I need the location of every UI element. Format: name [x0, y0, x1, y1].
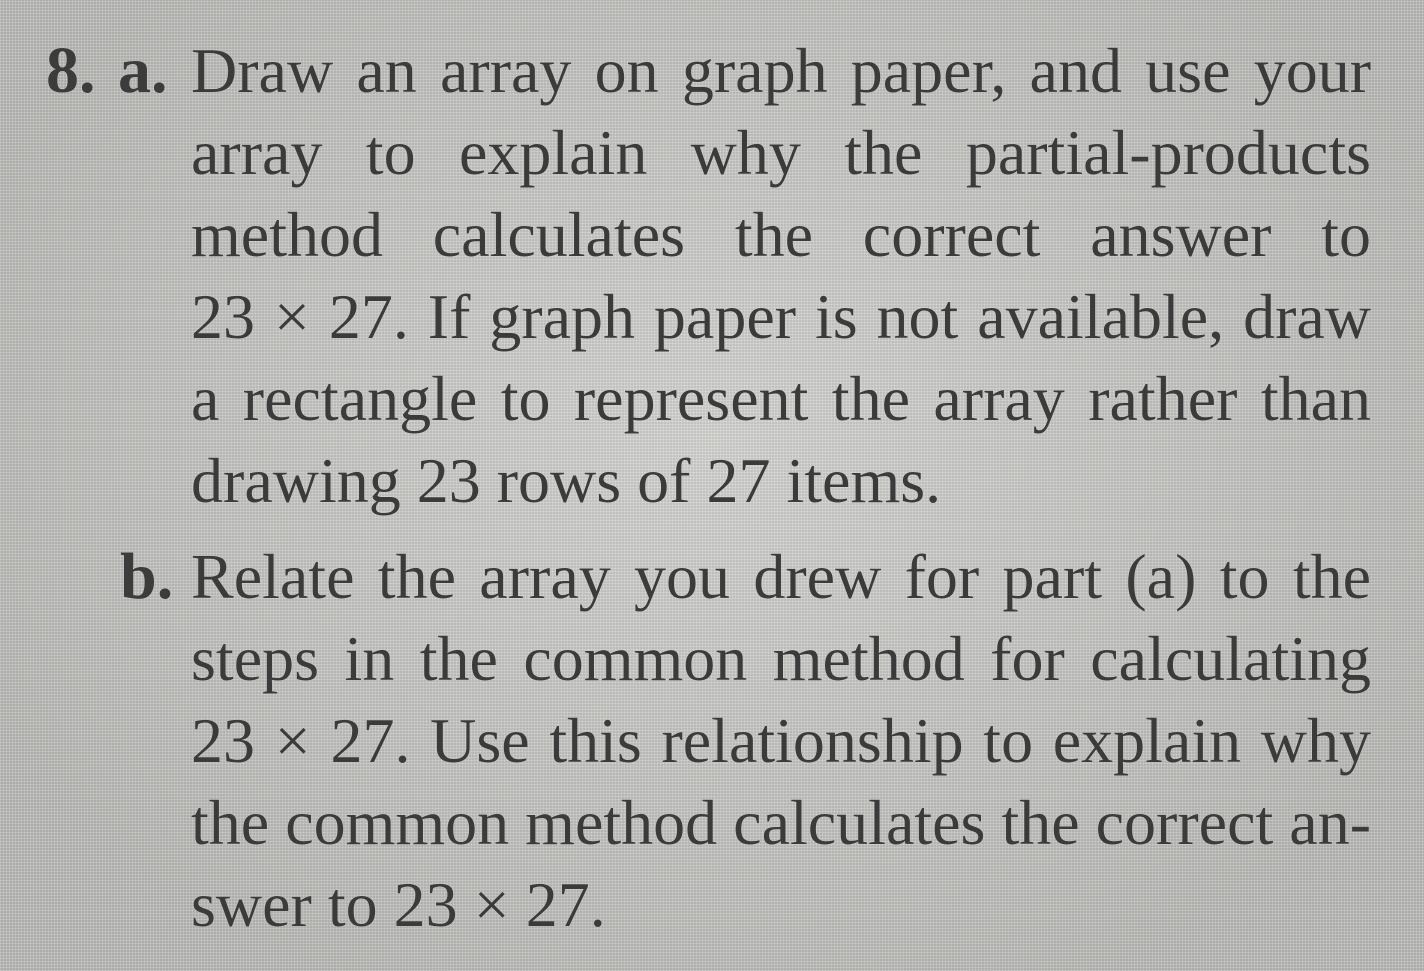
- part-a-line: 23 × 27. If graph paper is not available, draw: [191, 281, 1371, 352]
- part-b-line: Relate the array you drew for part (a) to the: [191, 541, 1371, 612]
- problem-number: 8.: [46, 34, 96, 107]
- part-b-line: 23 × 27. Use this relationship to explain why: [191, 705, 1371, 776]
- part-b-label: b.: [120, 540, 174, 613]
- part-b-line: swer to 23 × 27.: [191, 869, 606, 940]
- part-a-line: array to explain why the partial-products: [191, 117, 1371, 188]
- part-a-line: method calculates the correct answer to: [191, 199, 1371, 270]
- part-a-label: a.: [118, 34, 168, 107]
- part-b-line: steps in the common method for calculating: [191, 623, 1371, 694]
- part-a-line: a rectangle to represent the array rather than: [191, 363, 1371, 434]
- part-a-line: drawing 23 rows of 27 items.: [191, 445, 942, 516]
- part-b-line: the common method calculates the correct an-: [191, 787, 1371, 858]
- part-a-line: Draw an array on graph paper, and use your: [191, 35, 1371, 106]
- part-b-text: [191, 541, 1371, 954]
- part-a-text: [191, 35, 1371, 530]
